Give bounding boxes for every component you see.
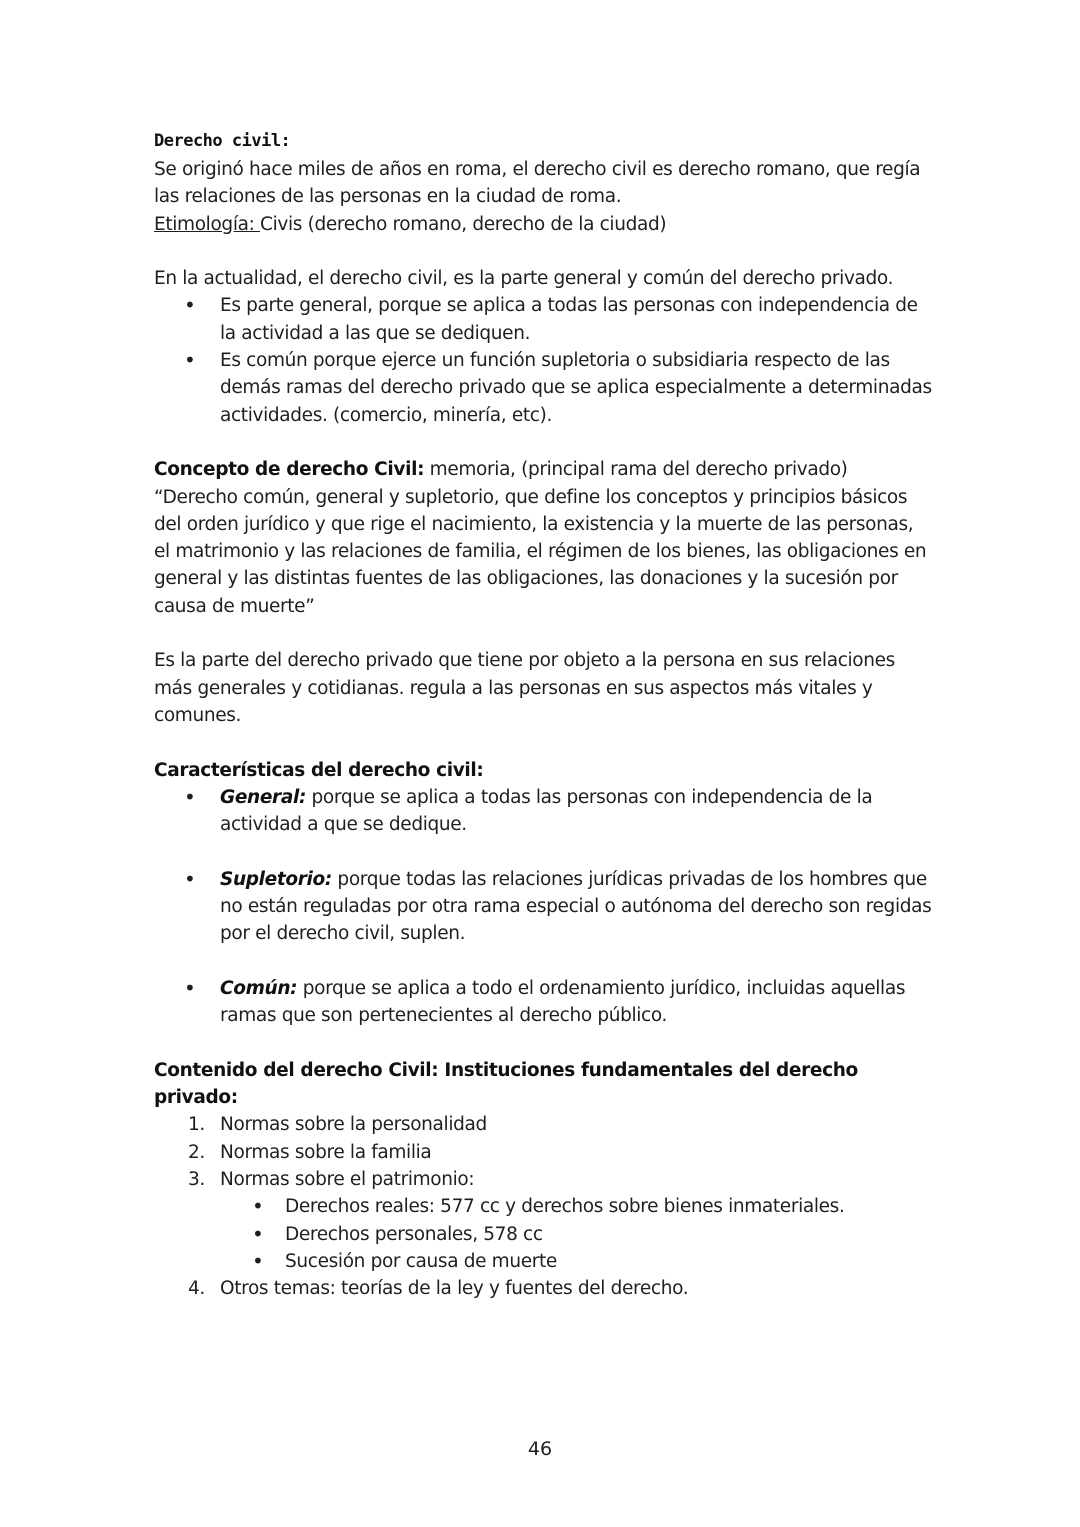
intro-line-1: Se originó hace miles de años en roma, el derecho civil es derecho romano, que regía [154, 159, 921, 180]
caracteristicas-list [154, 784, 934, 839]
list-item: 3. Normas sobre el patrimonio: [154, 1166, 934, 1193]
term-text: porque todas las relaciones jurídicas privadas de los hombres que no están reguladas por otra rama especial o autónoma del derecho son regidas por el derecho civil, suplen. [220, 868, 932, 945]
concepto-quote: “Derecho común, general y supletorio, que define los conceptos y principios básicos del orden jurídico y que rige el nacimiento, la existencia y la muerte de las personas, el matrimonio y las relaciones de familia, el régimen de los bienes, las obligaciones en general y las distintas fuentes de las obligaciones, las donaciones y la sucesión por causa de muerte” [154, 486, 927, 617]
list-item [154, 866, 934, 948]
term-text: porque se aplica a todas las personas con independencia de la actividad a que se dedique. [220, 786, 873, 836]
patrimonio-sublist [154, 1193, 934, 1275]
sub-list-item: • Sucesión por causa de muerte [154, 1248, 934, 1275]
document-body [154, 126, 934, 1302]
list-item: • Es común porque ejerce un función supletoria o subsidiaria respecto de las demás ramas del derecho privado que se aplica especialmente a determinadas actividades. (comercio, minería, etc). [154, 347, 934, 429]
actualidad-paragraph: En la actualidad, el derecho civil, es la parte general y común del derecho privado. [154, 268, 894, 290]
term-comun: Común: [220, 977, 298, 999]
etymology-label: Etimología: [154, 213, 261, 235]
term-general: General: [220, 786, 306, 808]
concepto-label: Concepto de derecho Civil: [154, 459, 425, 481]
section-title: Derecho civil: [154, 131, 291, 151]
caracteristicas-heading: Características del derecho civil: [154, 759, 484, 781]
term-text: porque se aplica a todo el ordenamiento jurídico, incluidas aquellas ramas que son pertenecientes al derecho público. [220, 977, 906, 1027]
concepto-line [154, 456, 934, 483]
item-number: 2. [188, 1141, 205, 1163]
list-item [154, 784, 934, 839]
intro-line-2: las relaciones de las personas en la ciudad de roma. [154, 186, 622, 208]
parte-paragraph: Es la parte del derecho privado que tiene por objeto a la persona en sus relaciones más generales y cotidianas. regula a las personas en sus aspectos más vitales y comunes. [154, 650, 895, 726]
item-number: 3. [188, 1168, 205, 1190]
sub-list-item: • Derechos reales: 577 cc y derechos sobre bienes inmateriales. [154, 1193, 934, 1220]
intro-paragraph [154, 156, 934, 211]
contenido-heading: Contenido del derecho Civil: Instituciones fundamentales del derecho privado: [154, 1059, 858, 1109]
list-item: 4. Otros temas: teorías de la ley y fuentes del derecho. [154, 1275, 934, 1302]
list-item: • Es parte general, porque se aplica a todas las personas con independencia de la actividad a las que se dediquen. [154, 292, 934, 347]
list-item: 2. Normas sobre la familia [154, 1139, 934, 1166]
item-number: 4. [188, 1278, 205, 1300]
page-number: 46 [527, 1438, 553, 1460]
etymology-text: Civis (derecho romano, derecho de la ciudad) [260, 213, 667, 235]
term-supletorio: Supletorio: [220, 868, 332, 890]
contenido-list [154, 1111, 934, 1193]
etymology-line [154, 211, 934, 238]
list-item [154, 975, 934, 1030]
actualidad-list [154, 292, 934, 428]
sub-list-item: • Derechos personales, 578 cc [154, 1221, 934, 1248]
concepto-note: memoria, (principal rama del derecho privado) [424, 459, 848, 481]
list-item: 1. Normas sobre la personalidad [154, 1111, 934, 1138]
item-number: 1. [188, 1114, 205, 1136]
